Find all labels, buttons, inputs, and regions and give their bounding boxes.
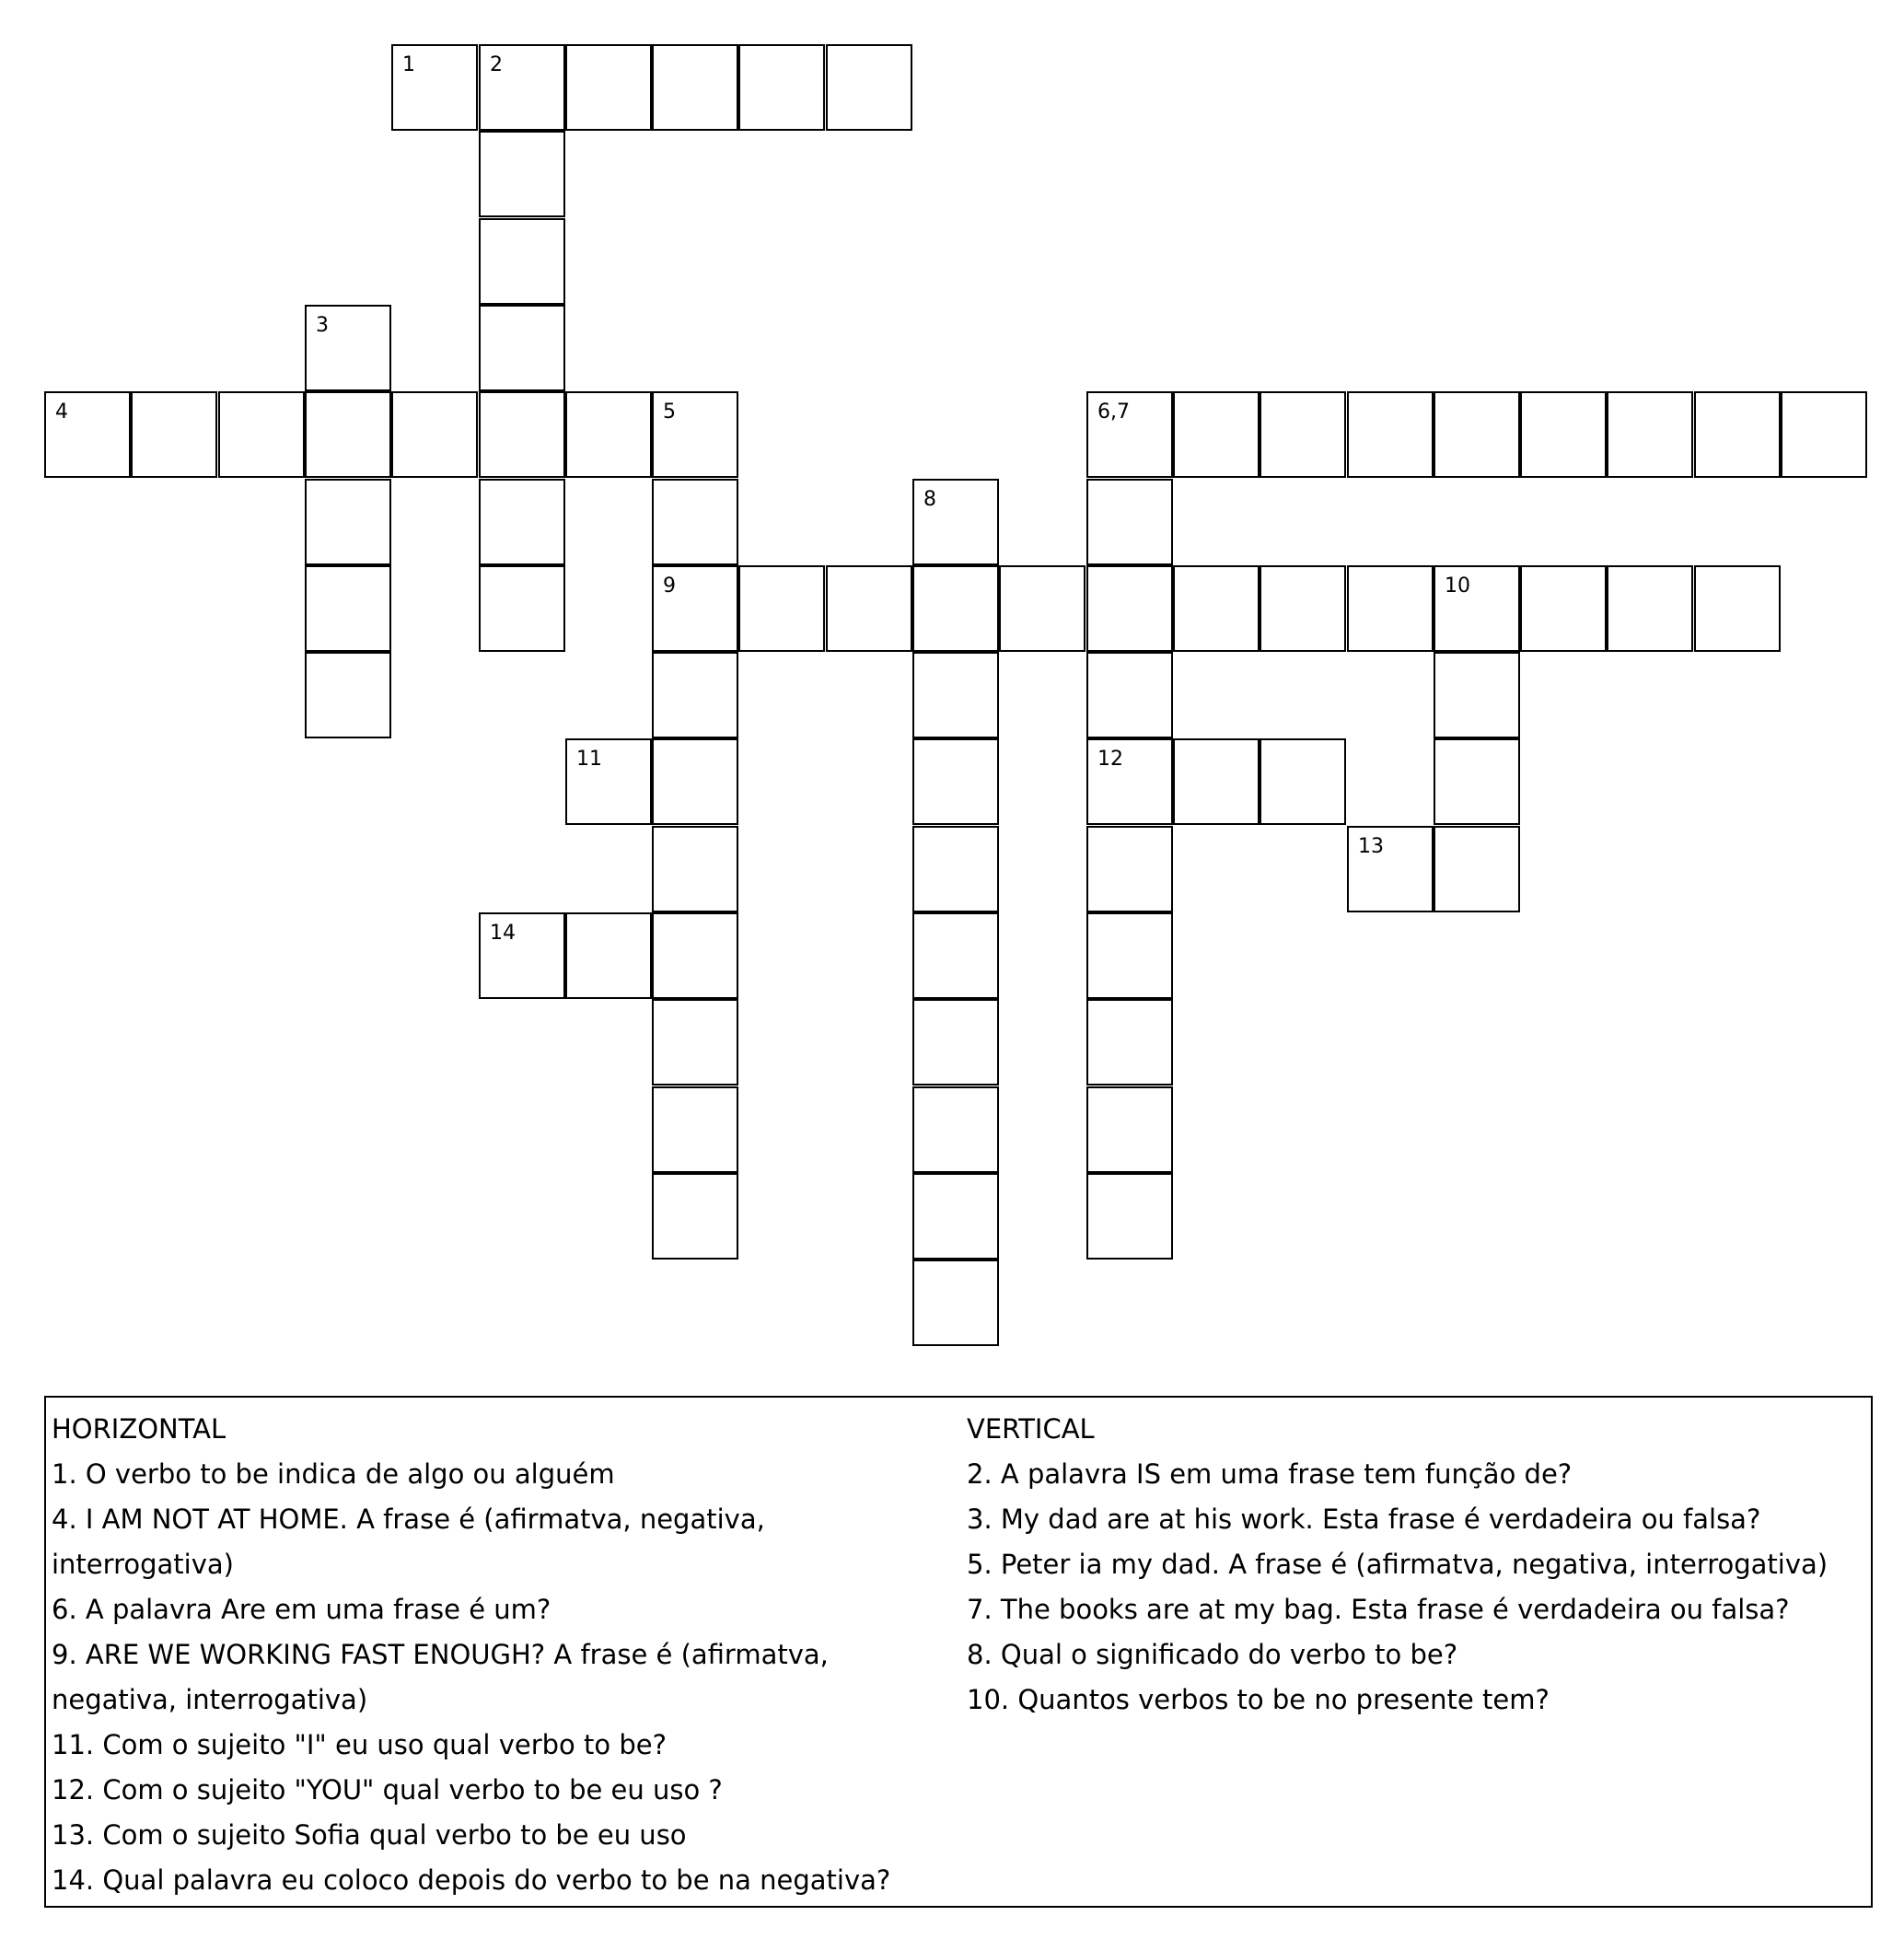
clue-number: 10 (1445, 575, 1470, 598)
clue-down-10: 10. Quantos verbos to be no presente tem? (967, 1684, 1550, 1715)
grid-cell[interactable] (479, 565, 565, 652)
horizontal-clues (52, 1407, 954, 1903)
grid-cell[interactable] (1607, 391, 1693, 478)
clues-box (44, 1396, 1873, 1908)
clue-across-13: 13. Com o sujeito Sofia qual verbo to be eu uso (52, 1819, 687, 1851)
grid-cell[interactable] (479, 218, 565, 305)
grid-cell[interactable] (1260, 738, 1346, 825)
grid-cell[interactable] (391, 44, 478, 131)
grid-cell[interactable] (912, 738, 999, 825)
clue-number: 4 (55, 401, 68, 424)
clue-across-1: 1. O verbo to be indica de algo ou alguém (52, 1458, 615, 1490)
grid-cell[interactable] (305, 652, 391, 738)
grid-cell[interactable] (479, 912, 565, 999)
clue-down-3: 3. My dad are at his work. Esta frase é verdadeira ou falsa? (967, 1504, 1761, 1535)
clue-down-7: 7. The books are at my bag. Esta frase é verdadeira ou falsa? (967, 1594, 1790, 1625)
clue-number: 14 (490, 922, 516, 945)
grid-cell[interactable] (652, 826, 738, 912)
grid-cell[interactable] (652, 565, 738, 652)
grid-cell[interactable] (652, 1173, 738, 1260)
grid-cell[interactable] (305, 565, 391, 652)
grid-cell[interactable] (1086, 738, 1173, 825)
grid-cell[interactable] (1173, 738, 1260, 825)
grid-cell[interactable] (1086, 1173, 1173, 1260)
grid-cell[interactable] (1434, 826, 1520, 912)
clue-number: 5 (663, 401, 676, 424)
grid-cell[interactable] (652, 391, 738, 478)
grid-cell[interactable] (999, 565, 1086, 652)
grid-cell[interactable] (738, 565, 825, 652)
clue-down-8: 8. Qual o significado do verbo to be? (967, 1639, 1458, 1670)
grid-cell[interactable] (912, 1260, 999, 1346)
grid-cell[interactable] (1434, 652, 1520, 738)
clue-number: 12 (1097, 748, 1123, 771)
grid-cell[interactable] (652, 479, 738, 565)
grid-cell[interactable] (479, 44, 565, 131)
grid-cell[interactable] (826, 44, 912, 131)
grid-cell[interactable] (1086, 826, 1173, 912)
grid-cell[interactable] (912, 652, 999, 738)
grid-cell[interactable] (1086, 912, 1173, 999)
grid-cell[interactable] (1520, 565, 1607, 652)
grid-cell[interactable] (1434, 738, 1520, 825)
grid-cell[interactable] (912, 999, 999, 1086)
clue-number: 13 (1358, 835, 1384, 858)
clue-number: 1 (402, 53, 415, 76)
clue-number: 9 (663, 575, 676, 598)
grid-cell[interactable] (912, 1086, 999, 1173)
grid-cell[interactable] (652, 44, 738, 131)
clue-number: 2 (490, 53, 503, 76)
clue-down-2: 2. A palavra IS em uma frase tem função de? (967, 1458, 1573, 1490)
clue-number: 3 (316, 314, 329, 337)
grid-cell[interactable] (738, 44, 825, 131)
grid-cell[interactable] (652, 1086, 738, 1173)
grid-cell[interactable] (305, 391, 391, 478)
clue-across-11: 11. Com o sujeito "I" eu uso qual verbo to be? (52, 1729, 667, 1760)
grid-cell[interactable] (218, 391, 305, 478)
grid-cell[interactable] (391, 391, 478, 478)
clue-across-4: 4. I AM NOT AT HOME. A frase é (afirmatva, negativa, interrogativa) (52, 1504, 765, 1580)
grid-cell[interactable] (1347, 391, 1434, 478)
grid-cell[interactable] (1520, 391, 1607, 478)
grid-cell[interactable] (1260, 565, 1346, 652)
grid-cell[interactable] (565, 44, 652, 131)
grid-cell[interactable] (479, 305, 565, 391)
clue-number: 8 (923, 488, 936, 511)
grid-cell[interactable] (1434, 391, 1520, 478)
grid-cell[interactable] (912, 826, 999, 912)
grid-cell[interactable] (912, 479, 999, 565)
vertical-clues (967, 1407, 1851, 1723)
grid-cell[interactable] (1173, 565, 1260, 652)
grid-cell[interactable] (826, 565, 912, 652)
clue-across-12: 12. Com o sujeito "YOU" qual verbo to be eu uso ? (52, 1774, 723, 1805)
grid-cell[interactable] (1086, 1086, 1173, 1173)
grid-cell[interactable] (565, 912, 652, 999)
grid-cell[interactable] (479, 479, 565, 565)
grid-cell[interactable] (1694, 391, 1781, 478)
clue-number: 6,7 (1097, 401, 1130, 424)
grid-cell[interactable] (131, 391, 217, 478)
horizontal-title: HORIZONTAL (52, 1413, 226, 1445)
clue-across-6: 6. A palavra Are em uma frase é um? (52, 1594, 551, 1625)
grid-cell[interactable] (1434, 565, 1520, 652)
grid-cell[interactable] (1260, 391, 1346, 478)
grid-cell[interactable] (1347, 565, 1434, 652)
grid-cell[interactable] (479, 391, 565, 478)
grid-cell[interactable] (565, 738, 652, 825)
grid-cell[interactable] (44, 391, 131, 478)
grid-cell[interactable] (1607, 565, 1693, 652)
grid-cell[interactable] (1347, 826, 1434, 912)
grid-cell[interactable] (479, 131, 565, 217)
grid-cell[interactable] (305, 305, 391, 391)
grid-cell[interactable] (1781, 391, 1867, 478)
clue-across-9: 9. ARE WE WORKING FAST ENOUGH? A frase é (afirmatva, negativa, interrogativa) (52, 1639, 829, 1715)
clue-down-5: 5. Peter ia my dad. A frase é (afirmatva, negativa, interrogativa) (967, 1549, 1829, 1580)
clue-number: 11 (576, 748, 602, 771)
grid-cell[interactable] (652, 738, 738, 825)
grid-cell[interactable] (652, 999, 738, 1086)
vertical-title: VERTICAL (967, 1413, 1095, 1445)
grid-cell[interactable] (1086, 391, 1173, 478)
grid-cell[interactable] (1086, 999, 1173, 1086)
grid-cell[interactable] (1086, 565, 1173, 652)
grid-cell[interactable] (305, 479, 391, 565)
grid-cell[interactable] (565, 391, 652, 478)
clue-across-14: 14. Qual palavra eu coloco depois do verbo to be na negativa? (52, 1864, 891, 1896)
grid-cell[interactable] (652, 912, 738, 999)
grid-cell[interactable] (1086, 652, 1173, 738)
grid-cell[interactable] (1694, 565, 1781, 652)
grid-cell[interactable] (912, 565, 999, 652)
grid-cell[interactable] (1086, 479, 1173, 565)
grid-cell[interactable] (1173, 391, 1260, 478)
grid-cell[interactable] (652, 652, 738, 738)
grid-cell[interactable] (912, 1173, 999, 1260)
grid-cell[interactable] (912, 912, 999, 999)
